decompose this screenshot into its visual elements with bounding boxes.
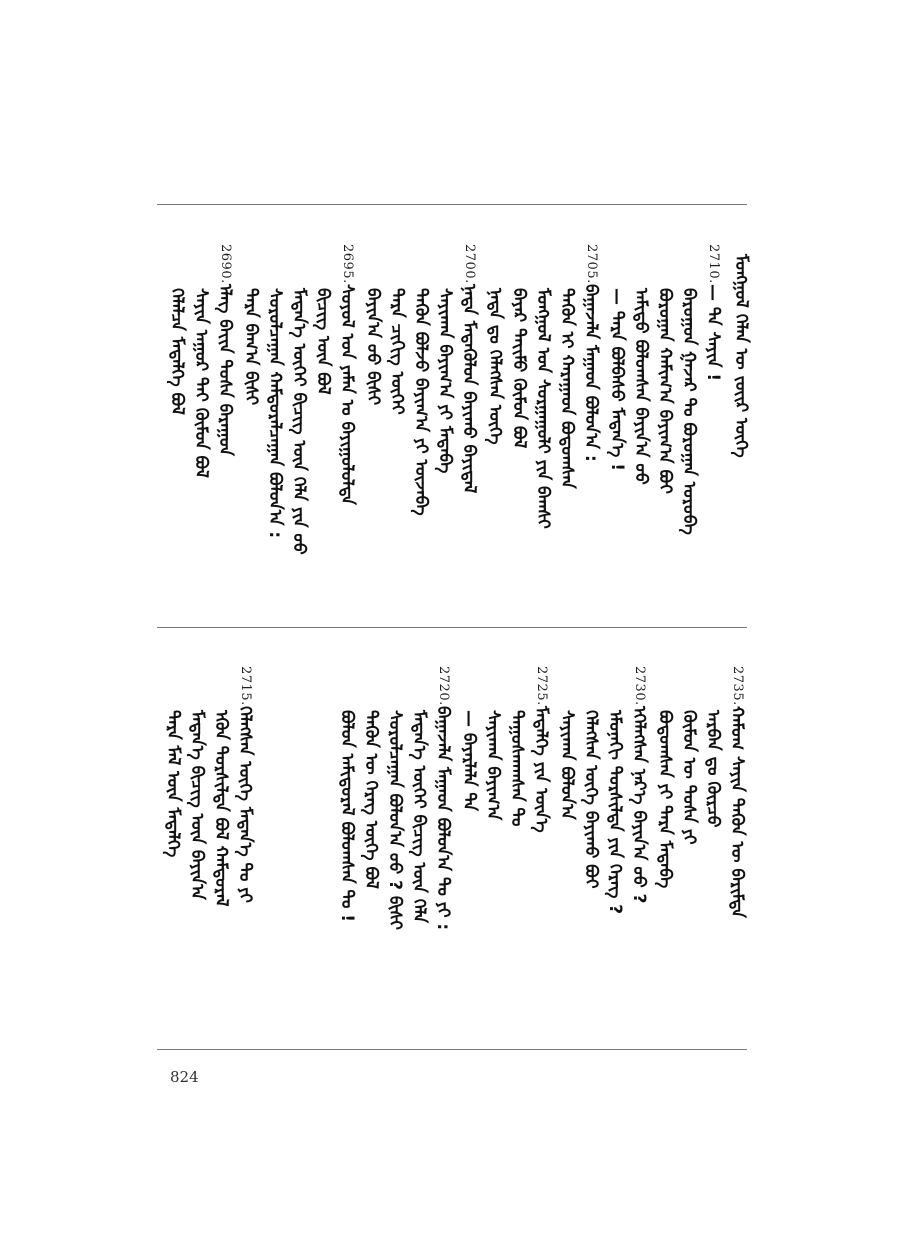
verse-line (432, 288, 458, 473)
mongolian-text: ᠡᠯᠡᠭ ᠪᠠᠶ᠋ᠢᠨ ᠲᠤᠰᠠ ᠪᠠᠷᠠᠭᠤᠨ (215, 283, 235, 456)
mongolian-text: ᠰᠠᠶᠢᠬᠠᠨ ᠪᠠᠶᠢᠭ᠎ᠠ ᠶᠢ ᠮᠡᠳᠡᠪᠡ (435, 288, 455, 474)
verse-line (406, 710, 432, 923)
mongolian-text: ᠰᠠᠶᠢᠨ ᠠᠭᠤᠷ ᠲᠠᠢ ᠬᠦᠮᠦᠨ ᠪᠣᠯ (191, 288, 211, 478)
verse-number: 2705. (584, 244, 599, 284)
mongolian-text: ᠰᠠᠶᠢᠬᠠᠨ ᠪᠣᠯᠤᠨ᠎ᠠ (557, 710, 577, 820)
mongolian-text: ᠰᠤᠷᠤᠯᠴᠠᠭᠠᠨ ᠪᠣᠯᠤᠨ᠎ᠠ ᠤᠤ ? ᠪᠢᠰᠢ (385, 710, 405, 930)
verse-line (212, 244, 238, 456)
verse-number: 2725. (534, 666, 549, 706)
mongolian-text: ᠮᠣᠩᠭᠣᠯ ᠬᠡᠯᠡᠨ ᠦ ᠵᠦᠢᠷ ᠦᠭᠡ (731, 254, 751, 458)
mongolian-text: ᠪᠠᠷᠤᠭᠤᠨ ᠭᠠᠵᠠᠷ ᠲᠤ ᠪᠣᠷᠣᠭᠠᠨ ᠣᠷᠣᠪᠠ (679, 288, 699, 535)
verse-line (530, 288, 556, 529)
mongolian-text: ᠮᠡᠳᠡᠨ᠎ᠡ ᠪᠢᠴᠢᠭ ᠦᠨ ᠪᠠᠶᠢᠨ᠎ᠠ (187, 710, 207, 900)
mongolian-text: ᠡᠬᠡᠯᠡᠭᠰᠡᠨ ᠨᠡᠷ᠎ᠡ ᠪᠠᠶᠢᠨ᠎ᠠ ᠤᠤ ? (629, 705, 649, 904)
mongolian-text: ᠡᠮᠦᠨᠡᠬᠢ ᠲᠤᠷᠰᠢᠯᠲᠠ ᠶᠢᠨ ᠬᠡᠷᠡᠭ ? (605, 710, 625, 915)
mongolian-text: — ᠲᠡ ᠰᠠᠶᠢᠨ ! (703, 283, 723, 381)
verse-line (676, 710, 702, 845)
mongolian-text: ᠨᠠᠳᠠ ᠮᠡᠳᠡᠭᠦᠯᠦᠨ ᠪᠠᠶᠢᠬᠤ ᠪᠠᠶᠢᠳᠠᠯ (459, 283, 479, 493)
verse-line (188, 288, 214, 478)
verse-line (604, 288, 630, 471)
verse-line (506, 288, 532, 448)
verse-line (430, 666, 456, 930)
verse-line (626, 666, 652, 903)
mongolian-text: ᠪᠣᠷᠣᠭᠠᠨ ᠬᠠᠮᠢᠭ᠎ᠠ ᠪᠠᠶᠢᠭ᠎ᠠ ᠪᠤᠢ (655, 288, 675, 494)
verse-line (652, 710, 678, 888)
verse-line (358, 710, 384, 889)
mongolian-text: ᠲᠡᠷᠡ ᠮᠠᠯ ᠦᠨ ᠮᠡᠳᠡᠯᠭᠡ (163, 710, 183, 858)
verse-line (262, 288, 288, 538)
verse-line (456, 244, 482, 493)
mongolian-text: ᠲᠡᠭᠦᠨ ᠦ ᠬᠡᠷᠡᠭ ᠦᠭᠡ ᠪᠣᠯ (361, 710, 381, 889)
mongolian-text: — ᠲᠡᠷᠡ ᠪᠣᠯᠪᠠᠰᠤ ᠮᠡᠳᠡᠨ᠎ᠡ ! (607, 288, 627, 471)
verse-line (554, 288, 580, 489)
verse-line (602, 710, 628, 914)
mongolian-text: ᠬᠦᠮᠦᠨ ᠦ ᠲᠤᠰᠠ ᠶᠢ (679, 710, 699, 845)
mongolian-text: ᠰᠤᠷᠤᠯᠴᠠᠭᠠᠨ ᠬᠠᠮᠲᠤᠷᠠᠯᠴᠠᠭᠠᠨ ᠪᠣᠯᠤᠨ᠎ᠠ : (265, 288, 285, 539)
verse-line (700, 244, 726, 381)
mongolian-text: ᠮᠡᠳᠡᠨ᠎ᠡ ᠦᠭᠡᠢ ᠪᠢᠴᠢᠭ ᠦᠨ ᠬᠡᠯᠡ ᠶᠢᠨ ᠤᠤ (289, 288, 309, 555)
verse-line (360, 288, 386, 405)
verse-line (310, 288, 336, 395)
verse-line (160, 710, 186, 857)
mongolian-text: ᠲᠡᠷᠡ ᠴᠢᠭᠢᠭ ᠦᠭᠡᠢ (387, 288, 407, 415)
verse-line (238, 288, 264, 405)
verse-line (334, 244, 360, 505)
mongolian-text: ᠪᠠᠶᠠᠷ ᠲᠠᠶ᠋ᠢᠮᠤ ᠬᠦᠮᠦᠨ ᠪᠣᠯ (509, 288, 529, 449)
verse-line (728, 254, 754, 458)
page-number: 824 (170, 1068, 199, 1086)
mongolian-text: ᠮᠣᠩᠭᠣᠯ ᠤᠨ ᠰᠤᠷᠭᠠᠭᠤᠯᠢ ᠶᠢᠨ ᠪᠠᠭᠰᠢ (533, 288, 553, 529)
mongolian-text: ᠮᠡᠳᠡᠨ᠎ᠡ ᠦᠭᠡᠢ ᠪᠢᠴᠢᠭ ᠦᠨ ᠬᠡᠯᠡ (409, 710, 429, 924)
verse-line (382, 710, 408, 930)
mongolian-text: ᠬᠡᠯᠡᠭᠰᠡᠨ ᠦᠭᠡ ᠪᠠᠶᠢᠬᠤ ᠪᠤᠢ (581, 710, 601, 889)
verse-line (232, 666, 258, 903)
verse-line (724, 666, 750, 918)
mongolian-text: ᠰᠣᠶᠣᠯ ᠤᠨ ᠶᠠᠮᠠᠨ ᠤ ᠪᠠᠶᠢᠭᠤᠯᠤᠯᠲᠠ (337, 283, 357, 505)
verse-line (286, 288, 312, 555)
verse-number: 2695. (340, 244, 355, 284)
mongolian-text: ᠠᠷᠪᠠᠨ ᠳᠤ ᠬᠦᠷᠴᠦ (703, 710, 723, 828)
verse-line (652, 288, 678, 494)
mongolian-text: ᠨᠠᠳᠠ ᠳᠤ ᠬᠡᠯᠡᠭᠰᠡᠨ ᠦᠭᠡ (485, 288, 505, 445)
verse-line (456, 710, 482, 811)
verse-number: 2720. (436, 666, 451, 706)
verse-line (184, 710, 210, 900)
mongolian-text: ᠪᠠᠶᠢᠨ᠎ᠠ ᠤᠤ ᠪᠢᠰᠢ (363, 288, 383, 406)
verse-line (628, 288, 654, 485)
middle-divider (157, 627, 747, 628)
verse-line (384, 288, 410, 415)
verse-number: 2710. (706, 244, 721, 284)
bottom-divider (157, 1049, 747, 1050)
mongolian-text: ᠪᠠᠭᠠᠵᠠᠯᠠ ᠮᠠᠭᠠᠳ ᠪᠣᠯᠤᠨ᠎ᠠ ᠲᠤ ᠶᠢ : (433, 705, 453, 930)
mongolian-text: ᠲᠡᠭᠦᠨ ᠢ ᠬᠠᠷᠠᠭᠠᠳ ᠪᠣᠳᠤᠭᠰᠠᠨ (557, 288, 577, 489)
verse-line (700, 710, 726, 827)
mongolian-text: ᠲᠡᠭᠦᠨ ᠪᠣᠯᠵᠤ ᠪᠠᠶᠢᠭ᠎ᠠ ᠶᠢ ᠦᠵᠡᠪᠡ (411, 288, 431, 516)
verse-line (164, 288, 190, 415)
mongolian-text: ᠪᠠᠭᠠᠵᠠᠯᠠ ᠮᠠᠭᠠᠳ ᠪᠣᠯᠤᠨ᠎ᠠ : (581, 283, 601, 462)
verse-number: 2700. (462, 244, 477, 284)
verse-line (482, 288, 508, 445)
verse-line (334, 710, 360, 922)
mongolian-text: ᠰᠠᠶᠢᠬᠠᠨ ᠪᠠᠶᠢᠭ᠎ᠠ (483, 710, 503, 821)
mongolian-text: ᠪᠢᠴᠢᠭ ᠦᠨ ᠪᠣᠯ (313, 288, 333, 395)
mongolian-text: ᠳᠠᠭᠤᠰᠬᠠᠭᠰᠠᠨ ᠲᠤ (507, 710, 527, 827)
verse-number: 2690. (218, 244, 233, 284)
verse-number: 2735. (730, 666, 745, 706)
verse-line (408, 288, 434, 516)
mongolian-text: ᠬᠡᠯᠡᠯᠴᠡ ᠮᠡᠳᠡᠯᠭᠡ ᠪᠣᠯ (167, 288, 187, 415)
mongolian-text: ᠠᠮᠢᠳᠤ ᠪᠣᠯᠤᠭᠰᠠᠨ ᠪᠠᠶᠢᠨ᠎ᠠ ᠤᠤ (631, 288, 651, 485)
mongolian-text: ᠪᠣᠳᠤᠭᠰᠠᠨ ᠶᠢ ᠲᠡᠷᠡ ᠮᠡᠳᠡᠪᠡ (655, 710, 675, 889)
verse-line (578, 244, 604, 462)
verse-line (554, 710, 580, 820)
verse-number: 2730. (632, 666, 647, 706)
verse-line (504, 710, 530, 826)
verse-line (480, 710, 506, 820)
mongolian-text: ᠲᠡᠷᠡ ᠪᠠᠭ᠎ᠠ ᠪᠢᠰᠢ (241, 288, 261, 406)
mongolian-text: ᠡᠭᠦᠨ ᠲᠤᠷᠰᠢᠯᠲᠠ ᠪᠣᠯ ᠬᠠᠮᠲᠤᠷᠠᠯ (211, 710, 231, 907)
verse-line (578, 710, 604, 889)
verse-number: 2715. (238, 666, 253, 706)
verse-line (676, 288, 702, 535)
mongolian-text: ᠮᠡᠳᠡᠯᠭᠡ ᠶᠢᠨ ᠦᠨ᠎ᠡ (531, 705, 551, 833)
mongolian-text: ᠬᠠᠮᠤᠭ ᠰᠠᠶᠢᠨ ᠲᠡᠭᠦᠨ ᠦ ᠪᠠᠷᠢᠮᠲᠠ (727, 705, 747, 918)
mongolian-text: — ᠪᠠᠶᠠᠷᠯᠠᠯᠠ ᠲᠠ (459, 710, 479, 812)
top-divider (157, 204, 747, 205)
verse-line (528, 666, 554, 832)
verse-line (208, 710, 234, 906)
mongolian-text: ᠬᠡᠯᠡᠭᠰᠡᠨ ᠦᠭᠡ ᠮᠡᠳᠡᠨ᠎ᠡ ᠲᠤ ᠶᠢ (235, 705, 255, 903)
mongolian-text: ᠪᠣᠯᠤᠨ ᠠᠮᠢᠳᠤᠷᠠᠯ ᠪᠣᠯᠤᠭᠰᠠᠨ ᠲᠤ ! (337, 710, 357, 923)
